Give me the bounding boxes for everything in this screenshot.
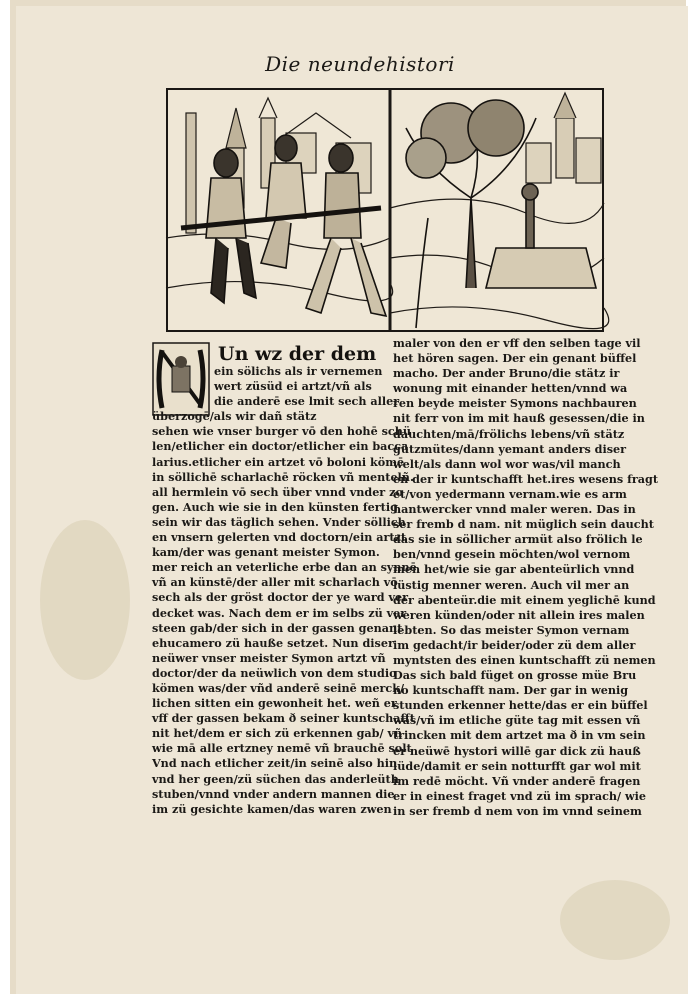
- paper-stain: [560, 880, 670, 960]
- text-line: Das sich bald füget on grosse müe Bru: [393, 668, 637, 683]
- text-line: dauchten/mā/frölichs lebens/vñ stätz: [393, 426, 625, 441]
- text-line: steen gab/der sich in der gassen genant: [152, 620, 403, 635]
- paper-stain: [40, 520, 130, 680]
- text-line: ren beyde meister Symons nachbauren: [393, 396, 637, 411]
- text-line: weren künden/oder nit allein ires malen: [393, 607, 645, 622]
- text-line: trincken mit dem artzet ma ð in vm sein: [393, 728, 646, 743]
- text-line: ben/vnnd gesein möchten/wol vernom: [393, 547, 631, 562]
- text-line: neüwer vnser meister Symon artzt vñ: [152, 650, 386, 665]
- left-text-column: [152, 364, 417, 817]
- text-line: decket was. Nach dem er im selbs zü ver: [152, 605, 407, 620]
- text-line: lebten. So das meister Symon vernam: [393, 622, 630, 637]
- text-line: in ser fremb d nem von im vnnd seinem: [393, 803, 642, 818]
- text-line: het hören sagen. Der ein genant büffel: [393, 351, 637, 366]
- text-line: wert züsüd ei artzt/vñ als: [214, 379, 372, 394]
- text-line: überzogē/als wir dañ stätz: [152, 409, 317, 424]
- text-line: all hermlein vō sech über vnnd vnder zo: [152, 484, 403, 499]
- text-line: welt/als dann wol wor was/vil manch: [393, 456, 621, 471]
- text-line: ehucamero zü hauße setzet. Nun diser: [152, 635, 394, 650]
- text-line: ser fremb d nam. nit müglich sein daucht: [393, 517, 654, 532]
- text-line: wonung mit einander hetten/vnnd wa: [393, 381, 628, 396]
- text-line: en vnsern gelerten vnd doctorn/ein artzt: [152, 530, 407, 545]
- text-line: nit ferr von im mit hauß gesessen/die in: [393, 411, 645, 426]
- text-line: im gedacht/ir beider/oder zü dem aller: [393, 637, 636, 652]
- opening-line: Un wz der dem: [218, 343, 377, 365]
- running-title: Die neundehistori: [265, 52, 455, 76]
- text-line: doctor/der da neüwlich von dem studio: [152, 665, 397, 680]
- text-line: stuben/vnnd vnder andern mannen die: [152, 786, 395, 801]
- text-line: sech als der gröst doctor der ye ward ver: [152, 590, 408, 605]
- text-line: sehen wie vnser burger vō den hohē schü: [152, 424, 411, 439]
- text-line: no kuntschafft nam. Der gar in wenig: [393, 683, 629, 698]
- text-line: kömen was/der vñd anderē seinē merck/: [152, 680, 405, 695]
- text-line: im redē möcht. Vñ vnder anderē fragen: [393, 773, 641, 788]
- text-line: vff der gassen bekam ð seiner kuntschafft: [152, 711, 415, 726]
- text-line: myntsten des einen kuntschafft zü nemen: [393, 652, 656, 667]
- text-line: lüde/damit er sein notturfft gar wol mit: [393, 758, 641, 773]
- text-line: stunden erkenner hette/das er ein büffel: [393, 698, 648, 713]
- text-line: der abenteür.die mit einem yeglichē kund: [393, 592, 656, 607]
- text-line: larius.etlicher ein artzet vō boloni kömē: [152, 454, 405, 469]
- text-line: Vnd nach etlicher zeit/in seinē also hin: [152, 756, 398, 771]
- text-line: macho. Der ander Bruno/die stätz ir: [393, 366, 620, 381]
- text-line: lüstig menner weren. Auch vil mer an: [393, 577, 630, 592]
- text-line: maler von den er vff den selben tage vil: [393, 336, 641, 350]
- text-line: gen. Auch wie sie in den künsten fertig: [152, 499, 398, 514]
- text-line: sein wir das täglich sehen. Vnder söllich: [152, 514, 406, 529]
- text-line: men het/wie sie gar abenteürlich vnnd: [393, 562, 635, 577]
- text-line: das sie in söllicher armüt also frölich le: [393, 532, 643, 547]
- text-line: er neüwē hystori willē gar dick zü hauß: [393, 743, 641, 758]
- text-line: wie mā alle ertzney nemē vñ brauchē solt: [152, 741, 412, 756]
- text-line: ein sölichs als ir vernemen: [214, 364, 383, 378]
- text-line: len/etlicher ein doctor/etlicher ein bacca: [152, 439, 409, 454]
- text-line: hantwercker vnnd maler weren. Das in: [393, 502, 636, 517]
- text-line: et/von yedermann vernam.wie es arm: [393, 486, 627, 501]
- text-line: im zü gesichte kamen/das waren zwen: [152, 801, 392, 816]
- text-line: vnd her geen/zü süchen das anderleüth: [152, 771, 399, 786]
- text-line: vñ an künstē/der aller mit scharlach vō: [152, 575, 398, 590]
- text-line: nit het/dem er sich zü erkennen gab/ vñ: [152, 726, 403, 741]
- text-line: was/vñ im etliche güte tag mit essen vñ: [393, 713, 641, 728]
- text-line: gützmütes/dann yemant anders diser: [393, 441, 627, 456]
- text-line: die anderē ese lmit sech aller: [214, 394, 400, 409]
- text-line: er in einest fraget vnd zü im sprach/ wie: [393, 788, 647, 803]
- text-line: en der ir kuntschafft het.ires wesens fragt: [393, 471, 659, 486]
- text-line: mer reich an veterliche erbe dan an synnē: [152, 560, 417, 575]
- right-text-column: [393, 336, 659, 819]
- woodcut-illustration-icon: [166, 88, 604, 332]
- text-line: lichen sitten ein gewonheit het. weñ er: [152, 696, 397, 711]
- text-line: in söllichē scharlachē röcken vñ mentelñ.: [152, 469, 414, 484]
- text-line: kam/der was genant meister Symon.: [152, 545, 380, 560]
